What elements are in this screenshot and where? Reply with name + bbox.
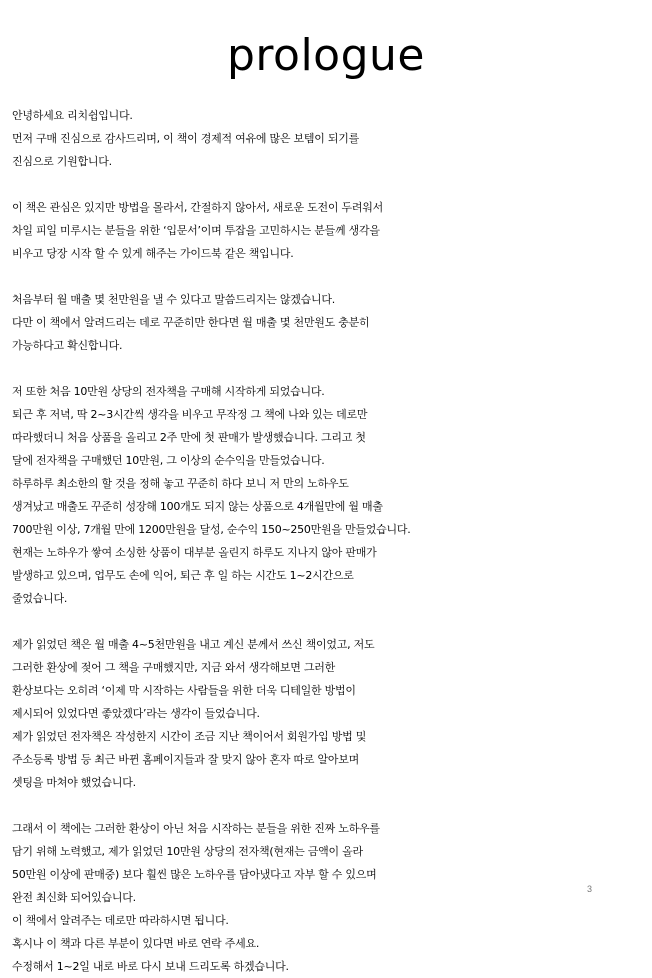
text-line: 제가 읽었던 전자책은 작성한지 시간이 조금 지난 책이어서 회원가입 방법 및 [12, 730, 367, 743]
text-line: 비우고 당장 시작 할 수 있게 해주는 가이드북 같은 책입니다. [12, 247, 294, 260]
text-line: 이 책은 관심은 있지만 방법을 몰라서, 간절하지 않아서, 새로운 도전이 두려워서 [12, 201, 383, 214]
text-line: 셋팅을 마쳐야 했었습니다. [12, 776, 136, 789]
page-number: 3 [587, 884, 593, 894]
text-line: 가능하다고 확신합니다. [12, 339, 123, 352]
text-line: 퇴근 후 저녁, 딱 2~3시간씩 생각을 비우고 무작정 그 책에 나와 있는 데로만 [12, 408, 368, 421]
text-line: 수정해서 1~2일 내로 바로 다시 보내 드리도록 하겠습니다. [12, 960, 289, 973]
text-line: 담기 위해 노력했고, 제가 읽었던 10만원 상당의 전자책(현재는 금액이 올라 [12, 845, 363, 858]
text-line: 하루하루 최소한의 할 것을 정해 놓고 꾸준히 하다 보니 저 만의 노하우도 [12, 477, 349, 490]
text-line: 그러한 환상에 젖어 그 책을 구매했지만, 지금 와서 생각해보면 그러한 [12, 661, 335, 674]
text-line: 달에 전자책을 구매했던 10만원, 그 이상의 순수익을 만들었습니다. [12, 454, 325, 467]
text-line: 생겨났고 매출도 꾸준히 성장해 100개도 되지 않는 상품으로 4개월만에 월 매출 [12, 500, 383, 513]
text-line: 이 책에서 알려주는 데로만 따라하시면 됩니다. [12, 914, 229, 927]
text-line: 제시되어 있었다면 좋았겠다’라는 생각이 들었습니다. [12, 707, 260, 720]
text-line: 저 또한 처음 10만원 상당의 전자책을 구매해 시작하게 되었습니다. [12, 385, 325, 398]
body-text [12, 104, 648, 978]
text-line: 다만 이 책에서 알려드리는 데로 꾸준히만 한다면 월 매출 몇 천만원도 충분히 [12, 316, 370, 329]
text-line: 발생하고 있으며, 업무도 손에 익어, 퇴근 후 일 하는 시간도 1~2시간으로 [12, 569, 354, 582]
text-line: 주소등록 방법 등 최근 바뀐 홈페이지들과 잘 맞지 않아 혼자 따로 알아보며 [12, 753, 359, 766]
paragraph [12, 104, 648, 173]
text-line: 완전 최신화 되어있습니다. [12, 891, 136, 904]
text-line: 현재는 노하우가 쌓여 소싱한 상품이 대부분 올린지 하루도 지나지 않아 판매가 [12, 546, 377, 559]
text-line: 진심으로 기원합니다. [12, 155, 112, 168]
text-line: 안녕하세요 리치쉽입니다. [12, 109, 133, 122]
text-line: 먼저 구매 진심으로 감사드리며, 이 책이 경제적 여유에 많은 보템이 되기를 [12, 132, 359, 145]
text-line: 줄었습니다. [12, 592, 68, 605]
text-line: 700만원 이상, 7개월 만에 1200만원을 달성, 순수익 150~250만원을 만들었습니다. [12, 523, 411, 536]
paragraph [12, 633, 648, 794]
text-line: 50만원 이상에 판매중) 보다 훨씬 많은 노하우를 담아냈다고 자부 할 수 있으며 [12, 868, 377, 881]
text-line: 환상보다는 오히려 ‘이제 막 시작하는 사람들을 위한 더욱 디테일한 방법이 [12, 684, 356, 697]
page-title: prologue [226, 30, 425, 81]
paragraph [12, 196, 648, 265]
paragraph [12, 380, 648, 610]
text-line: 혹시나 이 책과 다른 부분이 있다면 바로 연락 주세요. [12, 937, 260, 950]
text-line: 그래서 이 책에는 그러한 환상이 아닌 처음 시작하는 분들을 위한 진짜 노하우를 [12, 822, 380, 835]
text-line: 차일 피일 미루시는 분들을 위한 ‘입문서’이며 투잡을 고민하시는 분들께 생각을 [12, 224, 380, 237]
text-line: 제가 읽었던 책은 월 매출 4~5천만원을 내고 계신 분께서 쓰신 책이었고, 저도 [12, 638, 375, 651]
paragraph [12, 288, 648, 357]
text-line: 따라했더니 처음 상품을 올리고 2주 만에 첫 판매가 발생했습니다. 그리고 첫 [12, 431, 366, 444]
paragraph [12, 817, 648, 978]
text-line: 처음부터 월 매출 몇 천만원을 낼 수 있다고 말씀드리지는 않겠습니다. [12, 293, 335, 306]
